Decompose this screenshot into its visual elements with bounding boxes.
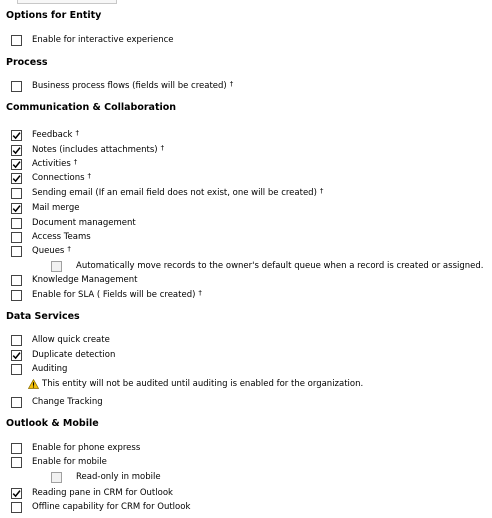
warning-triangle-icon	[28, 379, 39, 389]
option-offline-capability-outlook[interactable]	[11, 500, 190, 514]
option-duplicate-detection[interactable]	[11, 348, 115, 362]
checkbox[interactable]	[11, 218, 22, 229]
option-read-only-in-mobile[interactable]	[51, 470, 161, 484]
checkbox[interactable]	[11, 203, 22, 214]
checkmark-icon	[12, 131, 21, 140]
checkbox[interactable]	[11, 457, 22, 468]
section-title-process: Process	[6, 57, 48, 68]
option-auto-move-to-queue[interactable]	[51, 259, 483, 273]
checkbox[interactable]	[11, 275, 22, 286]
checkbox-label: Read-only in mobile	[76, 472, 161, 482]
option-business-process-flows[interactable]	[11, 79, 233, 93]
option-allow-quick-create[interactable]	[11, 333, 110, 347]
option-change-tracking[interactable]	[11, 395, 103, 409]
checkbox-label: Change Tracking	[32, 397, 103, 407]
option-feedback[interactable]	[11, 128, 79, 142]
checkbox-label: Feedback	[32, 130, 73, 140]
checkbox[interactable]	[11, 443, 22, 454]
checkbox-label: Activities	[32, 159, 71, 169]
checkbox[interactable]	[11, 350, 22, 361]
option-enable-interactive-experience[interactable]	[11, 33, 174, 47]
section-title-communication-collaboration: Communication & Collaboration	[6, 102, 177, 113]
checkbox[interactable]	[11, 364, 22, 375]
checkbox-label: Connections	[32, 173, 85, 183]
option-connections[interactable]	[11, 171, 91, 185]
section-title-data-services: Data Services	[6, 311, 80, 322]
checkmark-icon	[12, 174, 21, 183]
checkbox[interactable]	[11, 488, 22, 499]
dagger-marker: †	[75, 129, 79, 137]
checkmark-icon	[12, 489, 21, 498]
checkbox-disabled[interactable]	[51, 472, 62, 483]
checkbox-label: Document management	[32, 218, 136, 228]
checkbox-label: Automatically move records to the owner's default queue when a record is created or assigned.	[76, 261, 484, 271]
checkbox-label: Enable for SLA ( Fields will be created)	[32, 290, 196, 300]
checkbox-label: Sending email (If an email field does not exist, one will be created)	[32, 188, 317, 198]
checkbox[interactable]	[11, 130, 22, 141]
checkmark-icon	[12, 204, 21, 213]
checkmark-icon	[12, 160, 21, 169]
checkbox-label: Business process flows (fields will be created)	[32, 81, 227, 91]
checkbox-label: Offline capability for CRM for Outlook	[32, 502, 191, 512]
checkbox[interactable]	[11, 145, 22, 156]
checkbox[interactable]	[11, 335, 22, 346]
checkbox-label: Notes (includes attachments)	[32, 145, 158, 155]
checkbox-label: Auditing	[32, 364, 68, 374]
section-title-outlook-mobile: Outlook & Mobile	[6, 418, 99, 429]
checkbox[interactable]	[11, 246, 22, 257]
checkbox[interactable]	[11, 502, 22, 513]
checkbox[interactable]	[11, 232, 22, 243]
option-enable-sla[interactable]	[11, 288, 202, 302]
checkbox-label: Knowledge Management	[32, 275, 138, 285]
checkbox[interactable]	[11, 397, 22, 408]
checkbox-disabled[interactable]	[51, 261, 62, 272]
option-auditing[interactable]	[11, 362, 67, 376]
checkbox[interactable]	[11, 81, 22, 92]
auditing-warning	[28, 377, 363, 391]
checkbox-label: Allow quick create	[32, 335, 110, 345]
option-document-management[interactable]	[11, 216, 136, 230]
checkbox-label: Reading pane in CRM for Outlook	[32, 488, 173, 498]
option-enable-phone-express[interactable]	[11, 441, 140, 455]
option-mail-merge[interactable]	[11, 201, 79, 215]
checkbox-label: Duplicate detection	[32, 350, 116, 360]
option-knowledge-management[interactable]	[11, 273, 137, 287]
dagger-marker: †	[319, 187, 324, 195]
checkbox[interactable]	[11, 173, 22, 184]
dagger-marker: †	[229, 80, 234, 88]
top-tab-fragment	[17, 0, 117, 4]
checkbox-label: Access Teams	[32, 232, 91, 242]
checkbox-label: Enable for mobile	[32, 457, 107, 467]
warning-text: This entity will not be audited until auditing is enabled for the organization.	[42, 379, 364, 389]
checkbox-label: Mail merge	[32, 203, 80, 213]
checkbox-label: Enable for interactive experience	[32, 35, 174, 45]
dagger-marker: †	[73, 158, 78, 166]
option-sending-email[interactable]	[11, 186, 323, 200]
dagger-marker: †	[87, 172, 92, 180]
checkbox[interactable]	[11, 159, 22, 170]
checkbox[interactable]	[11, 188, 22, 199]
option-enable-for-mobile[interactable]	[11, 455, 107, 469]
option-reading-pane-outlook[interactable]	[11, 486, 173, 500]
option-activities[interactable]	[11, 157, 77, 171]
option-notes[interactable]	[11, 143, 164, 157]
option-access-teams[interactable]	[11, 230, 91, 244]
checkbox[interactable]	[11, 290, 22, 301]
checkbox-label: Enable for phone express	[32, 443, 141, 453]
checkbox[interactable]	[11, 35, 22, 46]
checkmark-icon	[12, 351, 21, 360]
section-title-options-for-entity: Options for Entity	[6, 10, 102, 21]
dagger-marker: †	[198, 289, 202, 297]
dagger-marker: †	[160, 144, 165, 152]
checkmark-icon	[12, 146, 21, 155]
checkbox-label: Queues	[32, 246, 65, 256]
option-queues[interactable]	[11, 244, 71, 258]
dagger-marker: †	[67, 245, 71, 253]
